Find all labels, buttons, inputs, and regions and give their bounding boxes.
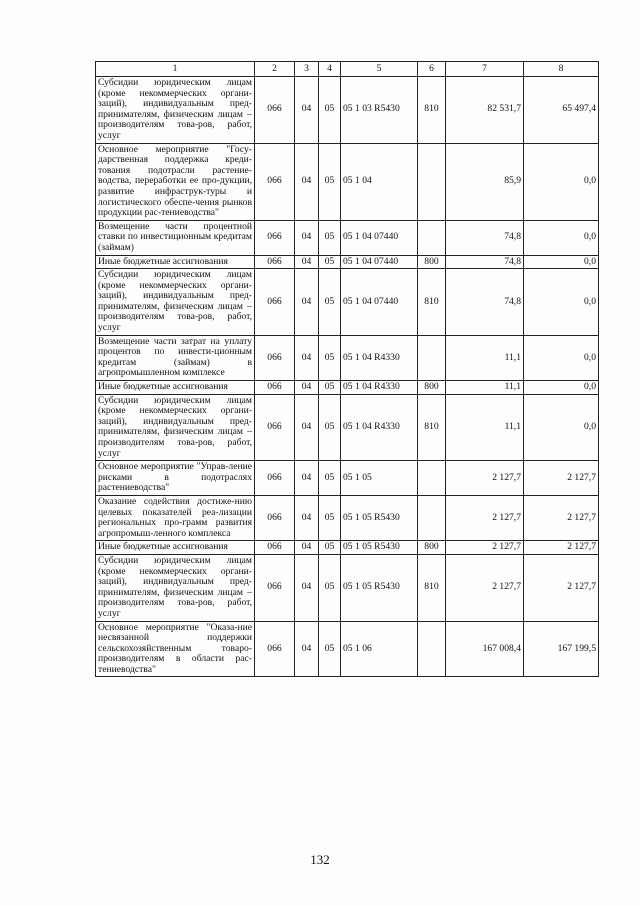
ministry-code-cell: 066 <box>255 220 295 255</box>
table-row <box>96 255 599 269</box>
row-name-cell: Субсидии юридическим лицам (кроме некоммерческих органи-заций), индивидуальным пред-принимателям, физическим лицам – производителям това-ров, работ, услуг <box>96 394 255 461</box>
expense-type-cell <box>418 220 446 255</box>
expense-type-cell <box>418 335 446 380</box>
amount-col7-cell: 11,1 <box>446 394 524 461</box>
subsection-cell: 05 <box>319 220 341 255</box>
table-row <box>96 77 599 144</box>
column-header-5: 5 <box>341 62 418 77</box>
expense-type-cell: 800 <box>418 541 446 555</box>
amount-col8-cell: 0,0 <box>524 269 599 336</box>
section-cell: 04 <box>295 461 319 496</box>
target-article-cell: 05 1 05 R5430 <box>341 541 418 555</box>
section-cell: 04 <box>295 269 319 336</box>
expense-type-cell: 800 <box>418 255 446 269</box>
expense-type-cell <box>418 461 446 496</box>
target-article-cell: 05 1 05 R5430 <box>341 495 418 540</box>
amount-col7-cell: 2 127,7 <box>446 541 524 555</box>
column-header-2: 2 <box>255 62 295 77</box>
section-cell: 04 <box>295 255 319 269</box>
amount-col7-cell: 2 127,7 <box>446 495 524 540</box>
table-row <box>96 143 599 220</box>
row-name-cell: Основное мероприятие "Управ-ление рисками в подотраслях растениеводства" <box>96 461 255 496</box>
budget-table <box>95 61 599 677</box>
column-header-1: 1 <box>96 62 255 77</box>
row-name-cell: Основное мероприятие "Оказа-ние несвязанной поддержки сельскохозяйственным товаро-производителям в области рас-тениеводства" <box>96 621 255 677</box>
subsection-cell: 05 <box>319 394 341 461</box>
expense-type-cell: 810 <box>418 394 446 461</box>
table-row <box>96 554 599 621</box>
target-article-cell: 05 1 04 <box>341 143 418 220</box>
amount-col8-cell: 0,0 <box>524 143 599 220</box>
amount-col7-cell: 2 127,7 <box>446 554 524 621</box>
expense-type-cell <box>418 621 446 677</box>
table-row <box>96 461 599 496</box>
subsection-cell: 05 <box>319 461 341 496</box>
section-cell: 04 <box>295 621 319 677</box>
amount-col8-cell: 2 127,7 <box>524 495 599 540</box>
amount-col7-cell: 74,8 <box>446 220 524 255</box>
column-header-3: 3 <box>295 62 319 77</box>
target-article-cell: 05 1 05 R5430 <box>341 554 418 621</box>
amount-col7-cell: 74,8 <box>446 255 524 269</box>
section-cell: 04 <box>295 541 319 555</box>
section-cell: 04 <box>295 554 319 621</box>
expense-type-cell <box>418 495 446 540</box>
target-article-cell: 05 1 04 R4330 <box>341 394 418 461</box>
ministry-code-cell: 066 <box>255 394 295 461</box>
section-cell: 04 <box>295 143 319 220</box>
subsection-cell: 05 <box>319 77 341 144</box>
table-header-row <box>96 62 599 77</box>
target-article-cell: 05 1 04 R4330 <box>341 381 418 395</box>
section-cell: 04 <box>295 220 319 255</box>
section-cell: 04 <box>295 335 319 380</box>
expense-type-cell: 810 <box>418 77 446 144</box>
row-name-cell: Возмещение части процентной ставки по инвестиционным кредитам (займам) <box>96 220 255 255</box>
expense-type-cell <box>418 143 446 220</box>
amount-col8-cell: 0,0 <box>524 381 599 395</box>
subsection-cell: 05 <box>319 143 341 220</box>
subsection-cell: 05 <box>319 381 341 395</box>
amount-col8-cell: 2 127,7 <box>524 461 599 496</box>
amount-col7-cell: 82 531,7 <box>446 77 524 144</box>
subsection-cell: 05 <box>319 255 341 269</box>
target-article-cell: 05 1 03 R5430 <box>341 77 418 144</box>
column-header-8: 8 <box>524 62 599 77</box>
table-row <box>96 381 599 395</box>
amount-col8-cell: 65 497,4 <box>524 77 599 144</box>
expense-type-cell: 800 <box>418 381 446 395</box>
table-row <box>96 394 599 461</box>
ministry-code-cell: 066 <box>255 143 295 220</box>
subsection-cell: 05 <box>319 554 341 621</box>
ministry-code-cell: 066 <box>255 554 295 621</box>
section-cell: 04 <box>295 394 319 461</box>
table-row <box>96 269 599 336</box>
ministry-code-cell: 066 <box>255 495 295 540</box>
section-cell: 04 <box>295 495 319 540</box>
table-row <box>96 621 599 677</box>
ministry-code-cell: 066 <box>255 77 295 144</box>
amount-col8-cell: 2 127,7 <box>524 554 599 621</box>
table-row <box>96 495 599 540</box>
amount-col8-cell: 0,0 <box>524 394 599 461</box>
ministry-code-cell: 066 <box>255 255 295 269</box>
target-article-cell: 05 1 04 07440 <box>341 220 418 255</box>
ministry-code-cell: 066 <box>255 461 295 496</box>
ministry-code-cell: 066 <box>255 381 295 395</box>
row-name-cell: Субсидии юридическим лицам (кроме некоммерческих органи-заций), индивидуальным пред-принимателям, физическим лицам – производителям това-ров, работ, услуг <box>96 77 255 144</box>
row-name-cell: Основное мероприятие "Госу-дарственная поддержка креди-тования подотрасли растение-водства, переработки ее про-дукции, развитие инфраструк-туры и логистического обеспе-чения рынков продукции рас-тениеводства" <box>96 143 255 220</box>
target-article-cell: 05 1 05 <box>341 461 418 496</box>
target-article-cell: 05 1 04 07440 <box>341 255 418 269</box>
column-header-6: 6 <box>418 62 446 77</box>
ministry-code-cell: 066 <box>255 269 295 336</box>
row-name-cell: Возмещение части затрат на уплату процентов по инвести-ционным кредитам (займам) в агропромышленном комплексе <box>96 335 255 380</box>
amount-col7-cell: 167 008,4 <box>446 621 524 677</box>
subsection-cell: 05 <box>319 269 341 336</box>
target-article-cell: 05 1 04 R4330 <box>341 335 418 380</box>
amount-col7-cell: 74,8 <box>446 269 524 336</box>
page-number: 132 <box>310 852 330 867</box>
subsection-cell: 05 <box>319 541 341 555</box>
subsection-cell: 05 <box>319 621 341 677</box>
amount-col8-cell: 167 199,5 <box>524 621 599 677</box>
section-cell: 04 <box>295 381 319 395</box>
section-cell: 04 <box>295 77 319 144</box>
ministry-code-cell: 066 <box>255 335 295 380</box>
amount-col8-cell: 0,0 <box>524 255 599 269</box>
row-name-cell: Иные бюджетные ассигнования <box>96 541 255 555</box>
column-header-7: 7 <box>446 62 524 77</box>
table-row <box>96 220 599 255</box>
amount-col7-cell: 11,1 <box>446 381 524 395</box>
row-name-cell: Субсидии юридическим лицам (кроме некоммерческих органи-заций), индивидуальным пред-принимателям, физическим лицам – производителям това-ров, работ, услуг <box>96 554 255 621</box>
row-name-cell: Иные бюджетные ассигнования <box>96 255 255 269</box>
ministry-code-cell: 066 <box>255 541 295 555</box>
subsection-cell: 05 <box>319 335 341 380</box>
amount-col7-cell: 11,1 <box>446 335 524 380</box>
column-header-4: 4 <box>319 62 341 77</box>
amount-col7-cell: 2 127,7 <box>446 461 524 496</box>
ministry-code-cell: 066 <box>255 621 295 677</box>
amount-col8-cell: 2 127,7 <box>524 541 599 555</box>
table-body <box>96 77 599 677</box>
expense-type-cell: 810 <box>418 269 446 336</box>
expense-type-cell: 810 <box>418 554 446 621</box>
subsection-cell: 05 <box>319 495 341 540</box>
amount-col7-cell: 85,9 <box>446 143 524 220</box>
amount-col8-cell: 0,0 <box>524 220 599 255</box>
target-article-cell: 05 1 06 <box>341 621 418 677</box>
target-article-cell: 05 1 04 07440 <box>341 269 418 336</box>
table-row <box>96 541 599 555</box>
row-name-cell: Оказание содействия достиже-нию целевых показателей реа-лизации региональных про-грамм развития агропромыш-ленного комплекса <box>96 495 255 540</box>
row-name-cell: Иные бюджетные ассигнования <box>96 381 255 395</box>
row-name-cell: Субсидии юридическим лицам (кроме некоммерческих органи-заций), индивидуальным пред-принимателям, физическим лицам – производителям това-ров, работ, услуг <box>96 269 255 336</box>
amount-col8-cell: 0,0 <box>524 335 599 380</box>
table-row <box>96 335 599 380</box>
